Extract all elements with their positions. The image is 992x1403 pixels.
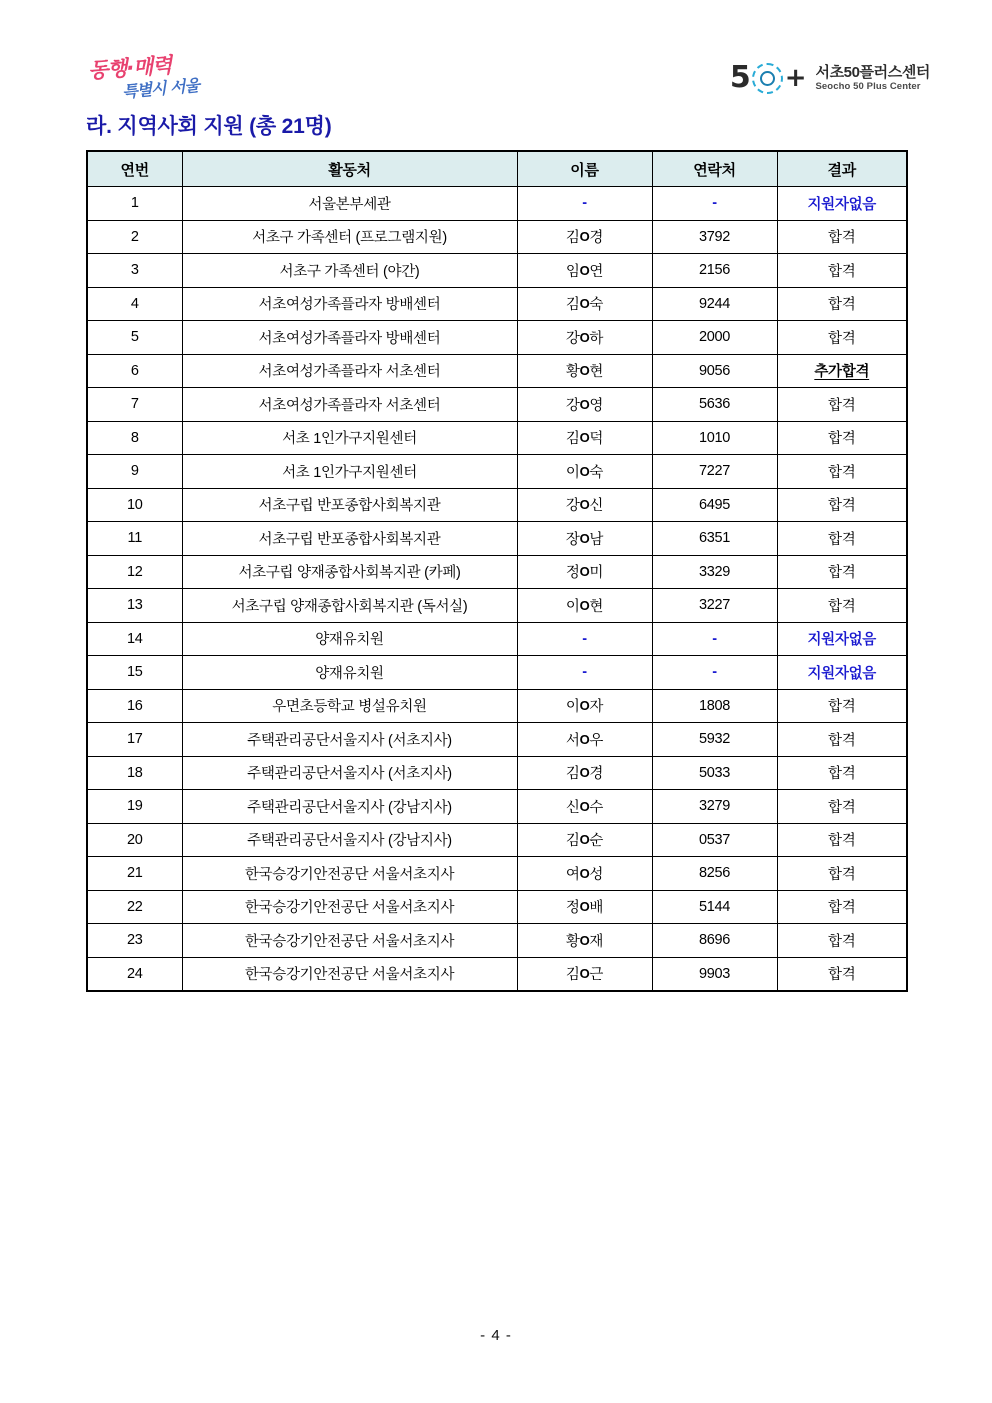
cell-no: 8 — [87, 421, 182, 455]
name-mask-icon: O — [579, 229, 590, 245]
seoul-logo-line1: 동행·매력 — [87, 53, 172, 83]
column-header-contact: 연락처 — [652, 151, 777, 187]
cell-result: 합격 — [777, 857, 907, 891]
table-row — [87, 455, 907, 489]
cell-contact: 3279 — [652, 790, 777, 824]
cell-result: 합격 — [777, 287, 907, 321]
cell-result: 합격 — [777, 924, 907, 958]
cell-no: 19 — [87, 790, 182, 824]
cell-place: 서초 1인가구지원센터 — [182, 421, 517, 455]
cell-no: 4 — [87, 287, 182, 321]
name-mask-icon: O — [579, 765, 590, 781]
table-row — [87, 287, 907, 321]
cell-no: 20 — [87, 823, 182, 857]
cell-name: 임O연 — [517, 254, 652, 288]
table-row — [87, 689, 907, 723]
cell-no: 12 — [87, 555, 182, 589]
cell-result: 합격 — [777, 756, 907, 790]
cell-result: 지원자없음 — [777, 187, 907, 221]
cell-name: 강O신 — [517, 488, 652, 522]
cell-contact: 9056 — [652, 354, 777, 388]
cell-result: 합격 — [777, 388, 907, 422]
cell-no: 10 — [87, 488, 182, 522]
column-header-place: 활동처 — [182, 151, 517, 187]
cell-no: 14 — [87, 622, 182, 656]
cell-contact: 1010 — [652, 421, 777, 455]
cell-name: 황O현 — [517, 354, 652, 388]
table-row — [87, 924, 907, 958]
cell-no: 6 — [87, 354, 182, 388]
cell-place: 주택관리공단서울지사 (서초지사) — [182, 723, 517, 757]
cell-place: 한국승강기안전공단 서울서초지사 — [182, 957, 517, 991]
column-header-name: 이름 — [517, 151, 652, 187]
cell-result: 합격 — [777, 555, 907, 589]
cell-name: 김O경 — [517, 220, 652, 254]
name-mask-icon: O — [579, 363, 590, 379]
name-mask-icon: O — [579, 597, 590, 613]
cell-name: 이O현 — [517, 589, 652, 623]
cell-result: 지원자없음 — [777, 656, 907, 690]
table-body — [87, 187, 907, 992]
cell-no: 18 — [87, 756, 182, 790]
cell-no: 5 — [87, 321, 182, 355]
cell-no: 7 — [87, 388, 182, 422]
cell-name: 장O남 — [517, 522, 652, 556]
cell-result: 추가합격 — [777, 354, 907, 388]
cell-contact: 5932 — [652, 723, 777, 757]
name-mask-icon: O — [579, 262, 590, 278]
cell-place: 서초구립 반포종합사회복지관 — [182, 488, 517, 522]
cell-contact: - — [652, 187, 777, 221]
cell-name: 정O배 — [517, 890, 652, 924]
name-mask-icon: O — [579, 329, 590, 345]
cell-result: 합격 — [777, 488, 907, 522]
cell-contact: 2000 — [652, 321, 777, 355]
table-row — [87, 555, 907, 589]
cell-no: 23 — [87, 924, 182, 958]
table-row — [87, 254, 907, 288]
cell-result: 합격 — [777, 455, 907, 489]
cell-place: 서초 1인가구지원센터 — [182, 455, 517, 489]
cell-name: 김O덕 — [517, 421, 652, 455]
cell-contact: 9244 — [652, 287, 777, 321]
cell-name: - — [517, 187, 652, 221]
cell-no: 24 — [87, 957, 182, 991]
cell-contact: 7227 — [652, 455, 777, 489]
name-mask-icon: O — [579, 832, 590, 848]
cell-name: 김O경 — [517, 756, 652, 790]
cell-place: 서울본부세관 — [182, 187, 517, 221]
table-row — [87, 488, 907, 522]
page-title: 라. 지역사회 지원 (총 21명) — [86, 115, 332, 138]
table-row — [87, 790, 907, 824]
cell-contact: - — [652, 656, 777, 690]
table-row — [87, 890, 907, 924]
cell-no: 21 — [87, 857, 182, 891]
seoul-logo-line2: 특별시 서울 — [121, 75, 200, 102]
name-mask-icon: O — [579, 497, 590, 513]
cell-place: 우면초등학교 병설유치원 — [182, 689, 517, 723]
table-row — [87, 388, 907, 422]
center-name-en: Seocho 50 Plus Center — [815, 81, 921, 93]
cell-contact: 5033 — [652, 756, 777, 790]
cell-name: 서O우 — [517, 723, 652, 757]
cell-place: 주택관리공단서울지사 (서초지사) — [182, 756, 517, 790]
name-mask-icon: O — [579, 698, 590, 714]
logo-ring-icon — [752, 63, 783, 94]
cell-place: 서초여성가족플라자 서초센터 — [182, 354, 517, 388]
cell-contact: 5636 — [652, 388, 777, 422]
table-row — [87, 421, 907, 455]
cell-name: 신O수 — [517, 790, 652, 824]
cell-contact: 2156 — [652, 254, 777, 288]
name-mask-icon: O — [579, 463, 590, 479]
cell-place: 한국승강기안전공단 서울서초지사 — [182, 890, 517, 924]
page-number: - 4 - — [480, 1327, 512, 1344]
cell-no: 15 — [87, 656, 182, 690]
cell-result: 합격 — [777, 957, 907, 991]
name-mask-icon: O — [579, 932, 590, 948]
cell-contact: 1808 — [652, 689, 777, 723]
document-header — [0, 0, 992, 108]
table-row — [87, 187, 907, 221]
cell-name: - — [517, 622, 652, 656]
cell-no: 16 — [87, 689, 182, 723]
cell-place: 서초구 가족센터 (프로그램지원) — [182, 220, 517, 254]
table-row — [87, 220, 907, 254]
name-mask-icon: O — [579, 296, 590, 312]
cell-place: 양재유치원 — [182, 656, 517, 690]
seoul-brand-logo — [86, 52, 214, 104]
cell-contact: 8696 — [652, 924, 777, 958]
cell-place: 한국승강기안전공단 서울서초지사 — [182, 924, 517, 958]
table-header — [87, 151, 907, 187]
cell-name: 여O성 — [517, 857, 652, 891]
cell-place: 서초구립 반포종합사회복지관 — [182, 522, 517, 556]
cell-place: 양재유치원 — [182, 622, 517, 656]
table-row — [87, 723, 907, 757]
cell-result: 합격 — [777, 421, 907, 455]
results-table-container — [86, 150, 906, 992]
table-row — [87, 756, 907, 790]
cell-name: 강O영 — [517, 388, 652, 422]
cell-result: 합격 — [777, 890, 907, 924]
cell-name: 김O근 — [517, 957, 652, 991]
cell-contact: 9903 — [652, 957, 777, 991]
name-mask-icon: O — [579, 564, 590, 580]
results-table — [86, 150, 908, 992]
cell-no: 2 — [87, 220, 182, 254]
center-wordmark — [815, 64, 930, 93]
table-row — [87, 957, 907, 991]
cell-place: 주택관리공단서울지사 (강남지사) — [182, 790, 517, 824]
center-name-ko: 서초50플러스센터 — [815, 63, 930, 81]
cell-contact: 3329 — [652, 555, 777, 589]
cell-place: 서초구립 양재종합사회복지관 (카페) — [182, 555, 517, 589]
fifty-plus-mark — [729, 60, 807, 95]
cell-no: 22 — [87, 890, 182, 924]
cell-contact: 0537 — [652, 823, 777, 857]
cell-place: 서초여성가족플라자 방배센터 — [182, 321, 517, 355]
table-row — [87, 354, 907, 388]
table-row — [87, 522, 907, 556]
cell-name: 김O숙 — [517, 287, 652, 321]
logo-plus-icon: + — [784, 63, 807, 93]
column-header-result: 결과 — [777, 151, 907, 187]
cell-result: 지원자없음 — [777, 622, 907, 656]
cell-name: 이O숙 — [517, 455, 652, 489]
table-row — [87, 321, 907, 355]
logo-digit-five: 5 — [729, 60, 751, 95]
cell-result: 합격 — [777, 589, 907, 623]
cell-place: 서초여성가족플라자 방배센터 — [182, 287, 517, 321]
cell-contact: 3227 — [652, 589, 777, 623]
cell-place: 서초구립 양재종합사회복지관 (독서실) — [182, 589, 517, 623]
cell-no: 13 — [87, 589, 182, 623]
cell-contact: 3792 — [652, 220, 777, 254]
cell-contact: 8256 — [652, 857, 777, 891]
table-row — [87, 622, 907, 656]
name-mask-icon: O — [579, 899, 590, 915]
cell-result: 합격 — [777, 689, 907, 723]
cell-no: 17 — [87, 723, 182, 757]
cell-place: 서초여성가족플라자 서초센터 — [182, 388, 517, 422]
cell-name: 이O자 — [517, 689, 652, 723]
cell-no: 11 — [87, 522, 182, 556]
cell-no: 1 — [87, 187, 182, 221]
cell-name: 강O하 — [517, 321, 652, 355]
cell-result: 합격 — [777, 220, 907, 254]
table-header-row — [87, 151, 907, 187]
cell-place: 서초구 가족센터 (야간) — [182, 254, 517, 288]
cell-result: 합격 — [777, 254, 907, 288]
name-mask-icon: O — [579, 396, 590, 412]
cell-no: 9 — [87, 455, 182, 489]
cell-name: 정O미 — [517, 555, 652, 589]
cell-contact: - — [652, 622, 777, 656]
cell-contact: 6495 — [652, 488, 777, 522]
name-mask-icon: O — [579, 530, 590, 546]
table-row — [87, 656, 907, 690]
table-row — [87, 857, 907, 891]
name-mask-icon: O — [579, 430, 590, 446]
name-mask-icon: O — [579, 966, 590, 982]
cell-result: 합격 — [777, 321, 907, 355]
name-mask-icon: O — [579, 731, 590, 747]
logo-ring-inner — [760, 71, 775, 86]
cell-contact: 5144 — [652, 890, 777, 924]
cell-result: 합격 — [777, 723, 907, 757]
cell-name: 김O순 — [517, 823, 652, 857]
table-row — [87, 589, 907, 623]
cell-contact: 6351 — [652, 522, 777, 556]
table-row — [87, 823, 907, 857]
cell-place: 한국승강기안전공단 서울서초지사 — [182, 857, 517, 891]
cell-result: 합격 — [777, 790, 907, 824]
name-mask-icon: O — [579, 865, 590, 881]
cell-no: 3 — [87, 254, 182, 288]
cell-result: 합격 — [777, 823, 907, 857]
seocho-50plus-center-logo — [730, 56, 930, 100]
name-mask-icon: O — [579, 798, 590, 814]
cell-name: - — [517, 656, 652, 690]
cell-result: 합격 — [777, 522, 907, 556]
cell-place: 주택관리공단서울지사 (강남지사) — [182, 823, 517, 857]
cell-name: 황O재 — [517, 924, 652, 958]
column-header-no: 연번 — [87, 151, 182, 187]
